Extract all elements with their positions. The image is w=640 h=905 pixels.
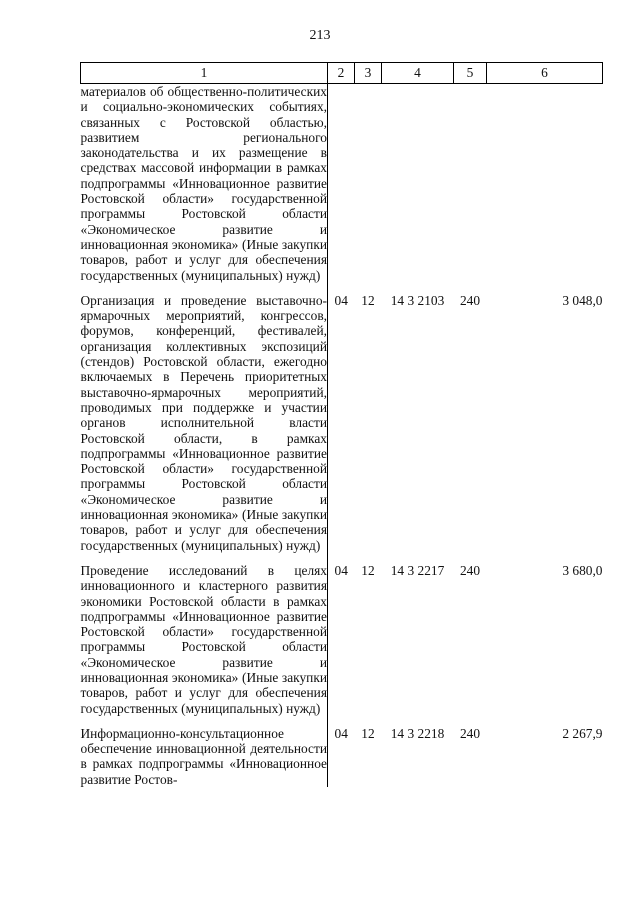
table-row [81, 293, 603, 553]
header-col-1: 1 [81, 63, 328, 84]
row-subsection: 12 [361, 562, 375, 578]
table-row [81, 563, 603, 716]
row-section [328, 84, 355, 283]
header-col-4: 4 [382, 63, 454, 84]
header-col-3: 3 [355, 63, 382, 84]
row-name: Информационно-консультационное обеспечение инновационной деятельности в рамках подпрограммы «Инновационное развитие Ростов- [80, 725, 327, 787]
row-subsection: 12 [361, 725, 375, 741]
row-expense-type [454, 84, 487, 283]
row-amount: 2 267,9 [562, 725, 603, 741]
row-target-code: 14 3 2218 [390, 725, 445, 741]
page-number: 213 [309, 28, 331, 43]
table-row [81, 84, 603, 283]
row-amount: 3 680,0 [562, 562, 603, 578]
row-subsection: 12 [361, 292, 375, 308]
row-expense-type: 240 [459, 292, 481, 308]
row-section: 04 [334, 292, 348, 308]
row-name: Проведение исследований в целях инновационного и кластерного развития экономики Ростовской области в рамках подпрограммы «Инновационное развитие Ростовской области» государственной программы Ростовской области «Экономическое развитие и инновационная экономика» (Иные закупки товаров, работ и услуг для обеспечения государственных (муниципальных) нужд) [80, 562, 327, 716]
row-section: 04 [334, 725, 348, 741]
row-target-code [382, 84, 454, 283]
header-col-2: 2 [328, 63, 355, 84]
budget-table [80, 62, 603, 787]
row-target-code: 14 3 2103 [390, 292, 445, 308]
row-expense-type: 240 [459, 562, 481, 578]
row-expense-type: 240 [459, 725, 481, 741]
header-col-5: 5 [454, 63, 487, 84]
row-name: Организация и проведение выставочно-ярмарочных мероприятий, конгрессов, форумов, конференций, фестивалей, организация коллективных экспозиций (стендов) Ростовской области, ежегодно включаемых в Перечень приоритетных выставочно-ярмарочных мероприятий, проводимых при поддержке и участии органов исполнительной власти Ростовской области, в рамках подпрограммы «Инновационное развитие Ростовской области» государственной программы Ростовской области «Экономическое развитие и инновационная экономика» (Иные закупки товаров, работ и услуг для обеспечения государственных (муниципальных) нужд) [80, 292, 327, 553]
row-target-code: 14 3 2217 [390, 562, 445, 578]
header-col-6: 6 [487, 63, 603, 84]
row-amount: 3 048,0 [562, 292, 603, 308]
row-name: материалов об общественно-политических и социально-экономических событиях, связанных с Ростовской областью, развитием регионального законодательства и их размещение в средствах массовой информации в рамках подпрограммы «Инновационное развитие Ростовской области» государственной программы Ростовской области «Экономическое развитие и инновационная экономика» (Иные закупки товаров, работ и услуг для обеспечения государственных (муниципальных) нужд) [80, 84, 327, 283]
table-header [81, 63, 603, 84]
row-amount [487, 84, 603, 283]
row-subsection [355, 84, 382, 283]
row-section: 04 [334, 562, 348, 578]
table-row [81, 726, 603, 787]
